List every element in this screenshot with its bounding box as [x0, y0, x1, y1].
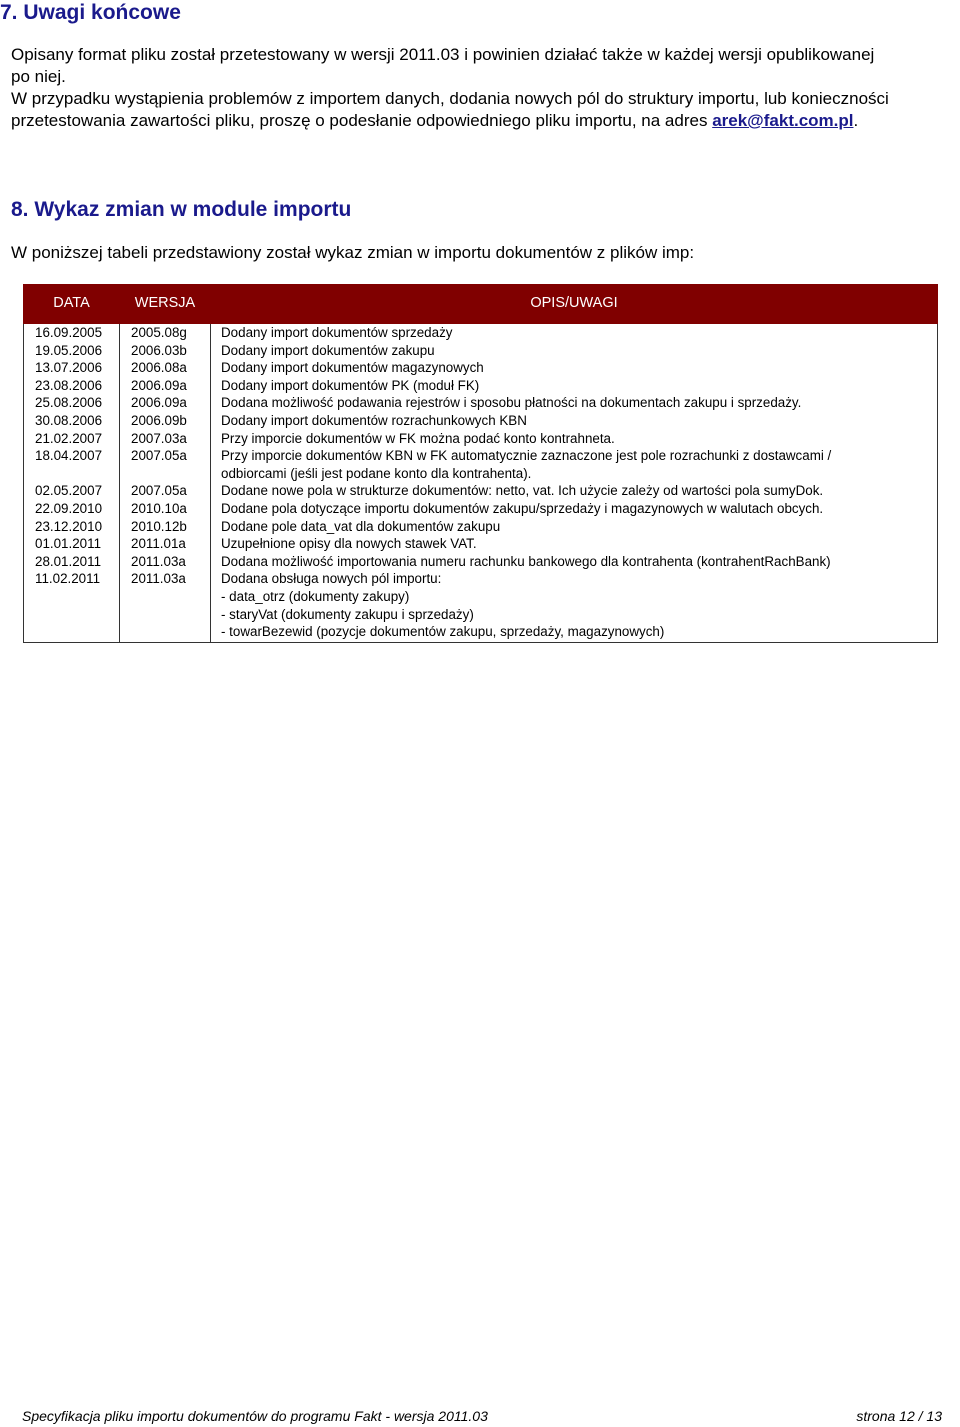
notes-line: Dodany import dokumentów magazynowych [221, 360, 484, 376]
notes-line: Dodana możliwość importowania numeru rachunku bankowego dla kontrahenta (kontrahentRachBank) [221, 553, 831, 569]
section-7-heading: 7. Uwagi końcowe [0, 1, 181, 24]
cell-version: 2011.01a [120, 535, 211, 553]
notes-line: Dodany import dokumentów rozrachunkowych KBN [221, 412, 527, 428]
cell-version: 2006.09a [120, 377, 211, 395]
cell-version: 2006.08a [120, 359, 211, 377]
table-row [24, 447, 938, 482]
table-row [24, 500, 938, 518]
notes-line: Dodany import dokumentów sprzedaży [221, 325, 453, 340]
cell-notes [211, 377, 938, 395]
paragraph-line: przetestowania zawartości pliku, proszę o podesłanie odpowiedniego pliku importu, na adres [11, 111, 713, 130]
cell-notes [211, 359, 938, 377]
cell-notes [211, 518, 938, 536]
cell-notes [211, 500, 938, 518]
cell-notes [211, 447, 938, 482]
cell-notes [211, 570, 938, 642]
table-row [24, 535, 938, 553]
cell-notes [211, 324, 938, 342]
table-row [24, 394, 938, 412]
cell-date: 01.01.2011 [24, 535, 120, 553]
table-row [24, 518, 938, 536]
paragraph-line: Opisany format pliku został przetestowany w wersji 2011.03 i powinien działać także w każdej wersji opublikowanej [11, 45, 875, 64]
notes-line: Dodane pole data_vat dla dokumentów zakupu [221, 518, 501, 534]
cell-version: 2011.03a [120, 570, 211, 642]
cell-date: 23.08.2006 [24, 377, 120, 395]
notes-line: Dodany import dokumentów PK (moduł FK) [221, 377, 480, 393]
notes-line: Dodane nowe pola w strukturze dokumentów: netto, vat. Ich użycie zależy od wartości pola sumyDok. [221, 483, 824, 499]
notes-line: Uzupełnione opisy dla nowych stawek VAT. [221, 536, 477, 552]
table-row [24, 342, 938, 360]
cell-date: 28.01.2011 [24, 553, 120, 571]
cell-date: 19.05.2006 [24, 342, 120, 360]
column-header-date: DATA [24, 285, 120, 324]
cell-notes [211, 430, 938, 448]
cell-date: 21.02.2007 [24, 430, 120, 448]
cell-date: 22.09.2010 [24, 500, 120, 518]
notes-line: Dodana obsługa nowych pól importu: [221, 571, 442, 587]
table-row [24, 553, 938, 571]
paragraph-problems-contact [11, 88, 956, 132]
notes-line: Przy imporcie dokumentów KBN w FK automatycznie zaznaczone jest pole rozrachunki z dostawcami / [221, 448, 832, 464]
notes-line: odbiorcami (jeśli jest podane konto dla kontrahenta). [221, 465, 532, 481]
cell-date: 18.04.2007 [24, 447, 120, 482]
cell-version: 2007.05a [120, 482, 211, 500]
cell-version: 2007.03a [120, 430, 211, 448]
paragraph-line: po niej. [11, 67, 66, 86]
cell-date: 11.02.2011 [24, 570, 120, 642]
footer-page-number: strona 12 / 13 [856, 1408, 942, 1424]
cell-notes [211, 342, 938, 360]
table-row [24, 412, 938, 430]
notes-line: Przy imporcie dokumentów w FK można podać konto kontrahneta. [221, 430, 615, 446]
table-row [24, 430, 938, 448]
paragraph-period: . [853, 111, 859, 130]
column-header-notes: OPIS/UWAGI [211, 285, 938, 324]
cell-version: 2011.03a [120, 553, 211, 571]
section-8-intro: W poniższej tabeli przedstawiony został wykaz zmian w importu dokumentów z plików imp: [11, 243, 695, 262]
cell-date: 25.08.2006 [24, 394, 120, 412]
notes-line: Dodana możliwość podawania rejestrów i sposobu płatności na dokumentach zakupu i sprzedaży. [221, 395, 802, 411]
cell-notes [211, 412, 938, 430]
table-row [24, 482, 938, 500]
cell-date: 16.09.2005 [24, 324, 120, 342]
cell-date: 02.05.2007 [24, 482, 120, 500]
column-header-version: WERSJA [120, 285, 211, 324]
cell-version: 2007.05a [120, 447, 211, 482]
table-row [24, 324, 938, 342]
cell-version: 2006.09a [120, 394, 211, 412]
footer-document-title: Specyfikacja pliku importu dokumentów do programu Fakt - wersja 2011.03 [22, 1408, 488, 1424]
notes-line: - staryVat (dokumenty zakupu i sprzedaży) [221, 606, 474, 622]
notes-line: - data_otrz (dokumenty zakupy) [221, 588, 410, 604]
cell-version: 2006.03b [120, 342, 211, 360]
table-row [24, 359, 938, 377]
paragraph-line: W przypadku wystąpienia problemów z importem danych, dodania nowych pól do struktury importu, lub konieczności [11, 89, 889, 108]
notes-line: - towarBezewid (pozycje dokumentów zakupu, sprzedaży, magazynowych) [221, 624, 665, 640]
notes-line: Dodany import dokumentów zakupu [221, 342, 435, 358]
table-row [24, 570, 938, 642]
section-8-heading: 8. Wykaz zmian w module importu [11, 198, 352, 221]
cell-notes [211, 553, 938, 571]
cell-version: 2006.09b [120, 412, 211, 430]
changes-table [23, 284, 938, 643]
cell-notes [211, 394, 938, 412]
cell-notes [211, 482, 938, 500]
paragraph-format-tested [11, 44, 956, 88]
notes-line: Dodane pola dotyczące importu dokumentów zakupu/sprzedaży i magazynowych w walutach obcych. [221, 500, 824, 516]
table-row [24, 377, 938, 395]
cell-notes [211, 535, 938, 553]
cell-date: 23.12.2010 [24, 518, 120, 536]
cell-version: 2010.12b [120, 518, 211, 536]
cell-version: 2010.10a [120, 500, 211, 518]
email-link[interactable]: arek@fakt.com.pl [712, 111, 854, 130]
table-header-row [24, 285, 938, 324]
cell-date: 30.08.2006 [24, 412, 120, 430]
cell-version: 2005.08g [120, 324, 211, 342]
cell-date: 13.07.2006 [24, 359, 120, 377]
